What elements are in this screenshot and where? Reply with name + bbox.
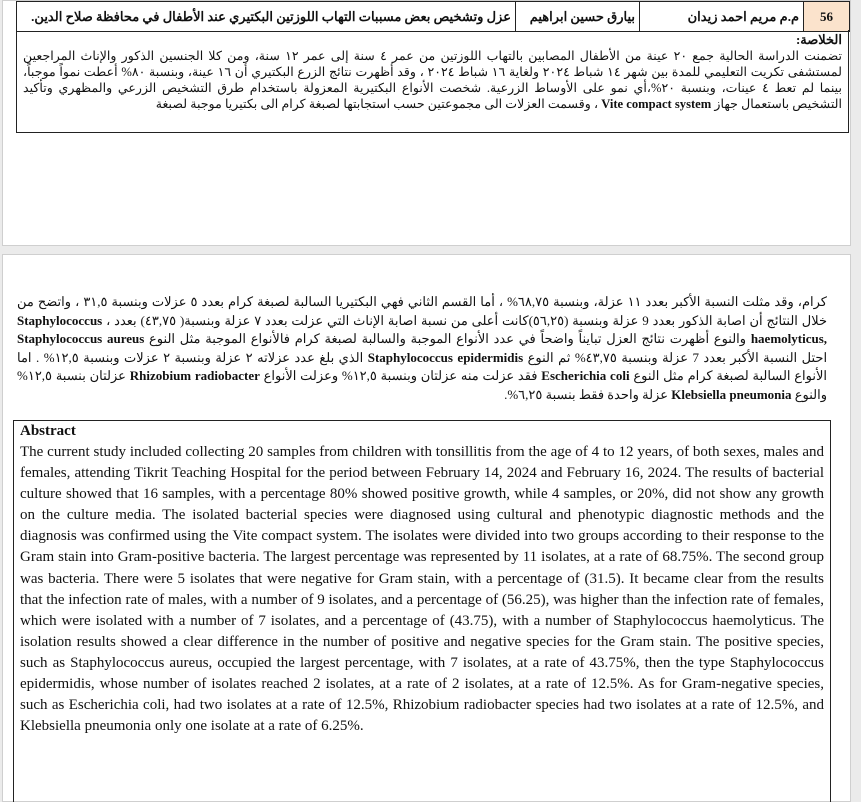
- arabic-abstract-continued: [13, 293, 831, 418]
- document-page-1: [2, 0, 851, 246]
- author-2: بيارق حسين ابراهيم: [516, 2, 640, 32]
- ar-cont-part-4: الذي بلغ عدد عزلاته ٢ عزلة وبنسبة ٢ عزلات وبنسبة ١٢,٥% . اما الأنواع السالبة لصبغة كرام مثل النوع: [17, 349, 828, 383]
- ar-cont-part-6: عزلتان بنسبة ١٢,٥% والنوع: [17, 368, 827, 402]
- ar-cont-part-5: فقد عزلت منه عزلتان وبنسبة ١٢,٥% وعزلت الأنواع: [263, 368, 538, 383]
- arabic-abstract-text: تضمنت الدراسة الحالية جمع ٢٠ عينة من الأطفال المصابين بالتهاب اللوزتين من عمر ٤ سنة إلى عمر ١٢ سنة، ومن كلا الجنسين الذكور والإناث المراجعين لمستشفى تكريت التعليمي للمدة بين شهر ١٤ شباط ٢٠٢٤ ولغاية ١٦ شباط ٢٠٢٤ ، وقد أظهرت نتائج الزرع البكتيري أن ١٦ عينة، وبنسبة ٨٠% أعطت نمواً موجباً، بينما لم تعط ٤ عينات، وبنسبة ٢٠%،أي نمو على الأوساط الزرعية. شخصت الأنواع البكتيرية المعزولة باستخدام طرق التشخيص الزرعي والمظهري وتأكيد التشخيص باستعمال جهاز: [23, 49, 843, 111]
- english-abstract: [13, 420, 831, 802]
- device-name: Vite compact system: [601, 97, 712, 111]
- arabic-abstract: [16, 30, 849, 133]
- author-1: م.م مريم احمد زيدان: [640, 2, 804, 32]
- species-name: Staphylococcus epidermidis: [367, 349, 524, 365]
- species-name: Rhizobium radiobacter: [129, 368, 260, 383]
- arabic-abstract-label: الخلاصة:: [795, 32, 842, 47]
- species-name: Staphylococcus aureus: [17, 331, 145, 346]
- paper-title: عزل وتشخيص بعض مسببات التهاب اللوزتين البكتيري عند الأطفال في محافظة صلاح الدين.: [17, 2, 516, 32]
- species-name: Staphylococcus haemolyticus,: [17, 312, 828, 346]
- english-abstract-title: Abstract: [20, 423, 76, 439]
- ar-cont-part-1: كرام، وقد مثلت النسبة الأكبر بعدد ١١ عزلة، وبنسبة ٦٨,٧٥% ، أما القسم الثاني فهي البكتيريا السالبة لصبغة كرام بعدد ٥ عزلات وبنسبة ٣١,٥ ، واتضح من خلال النتائج أن اصابة الذكور بعدد 9 عزلة وبنسبة (٥٦,٢٥)كانت أعلى من نسبة اصابة الإناث التي عزلت بعدد ٧ عزلة وبنسبة( ٤٣,٧٥) بعدد ،: [17, 294, 828, 328]
- entry-header-table: [16, 1, 850, 32]
- arabic-abstract-tail: ، وقسمت العزلات الى مجموعتين حسب استجابتها لصبغة كرام الى بكتيريا موجبة لصبغة: [155, 97, 599, 111]
- ar-cont-part-2: والنوع أظهرت نتائج العزل تبايناً واضحاً في عدد الأنواع الموجبة والسالبة لصبغة كرام فالأنواع الموجبة مثل النوع: [149, 331, 747, 346]
- species-name: Klebsiella pneumonia: [671, 386, 792, 402]
- species-name: Escherichia coli: [541, 368, 630, 383]
- ar-cont-part-3: احتل النسبة الأكبر بعدد 7 عزلة وبنسبة ٤٣,٧٥% ثم النوع: [527, 349, 828, 365]
- entry-number: 56: [804, 2, 850, 32]
- english-abstract-text: The current study included collecting 20 samples from children with tonsillitis from the age of 4 to 12 years, of both sexes, males and females, attending Tikrit Teaching Hospital for the period between February 14, 2024 and February 16, 2024. The results of bacterial culture showed that 16 samples, with a percentage 80% showed positive growth, while 4 samples, or 20%, did not show any growth on the culture media. The isolated bacterial species were diagnosed using cultural and phenotypic diagnostic methods and the diagnosis was confirmed using the Vite compact system. The isolates were divided into two groups according to their response to the Gram stain into Gram-positive bacteria. The largest percentage was represented by 11 isolates, at a rate of 68.75%. The second group was bacteria. There were 5 isolates that were negative for Gram stain, with a percentage of (31.5). It became clear from the results that the infection rate of males, with a number of 9 isolates, and a percentage of (56.25), was higher than the infection rate of females, which were isolated with a number of 7 isolates, and a percentage of (43.75), with a number of Staphylococcus haemolyticus. The isolation results showed a clear difference in the number of positive and negative species for the Gram stain. The positive species, such as Staphylococcus aureus, occupied the largest percentage, with 7 isolates, at a rate of 43.75%, then the type Staphylococcus epidermidis, whose number of isolates reached 2 isolates, at a rate of 2 isolates, at a rate of 12.5%. As for Gram-negative species, such as Escherichia coli, had two isolates at a rate of 12.5%, Rhizobium radiobacter species had two isolates at a rate of 12.5%, and Klebsiella pneumonia only one isolate at a rate of 6.25%.: [20, 444, 824, 735]
- ar-cont-part-7: عزلة واحدة فقط بنسبة ٦,٢٥%.: [504, 386, 668, 402]
